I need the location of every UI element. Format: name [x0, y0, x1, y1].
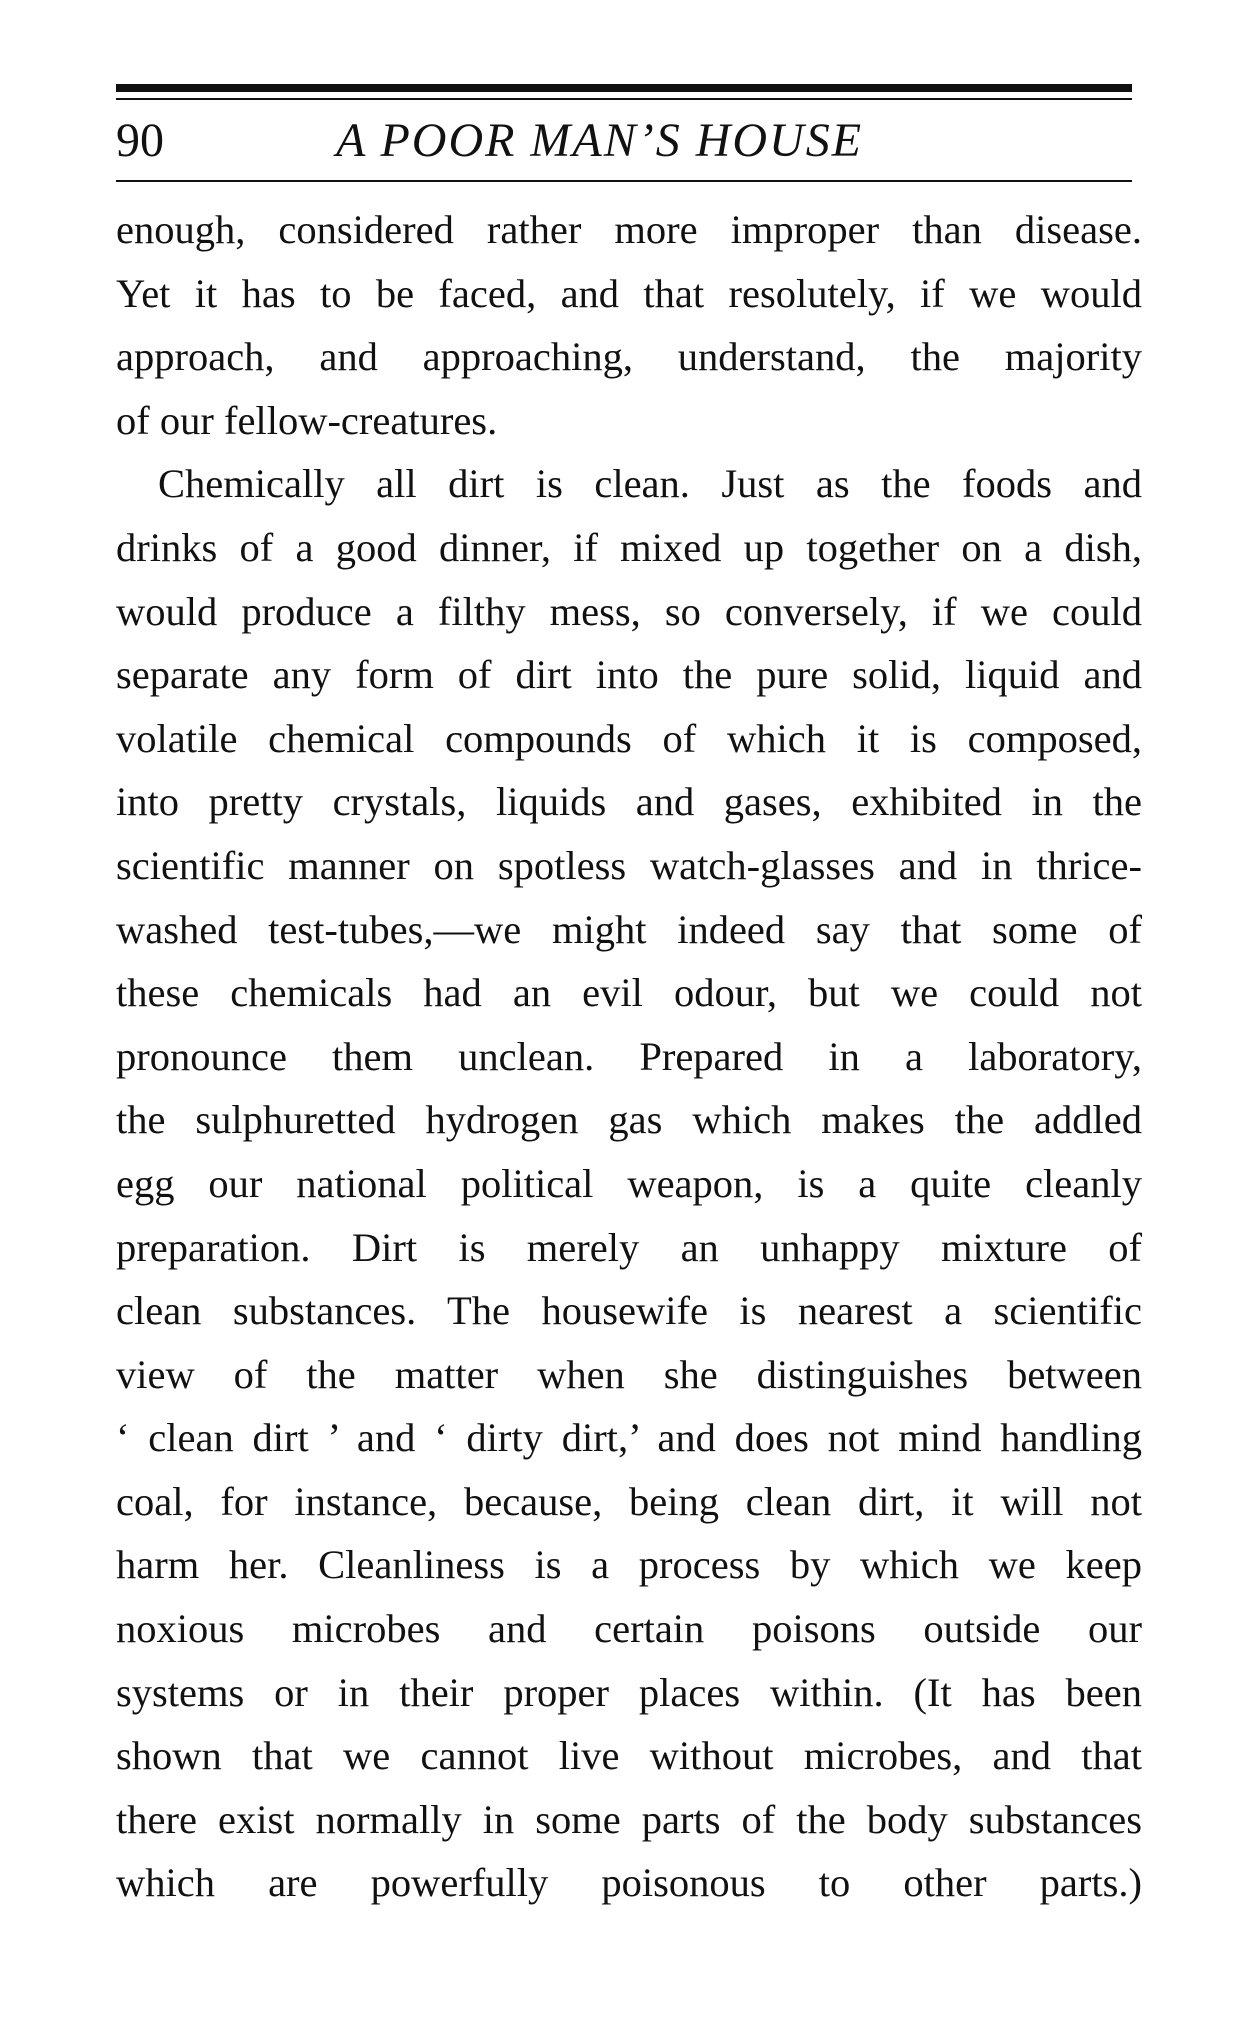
- text-line: enough, considered rather more improper than disease.: [116, 207, 1142, 252]
- text-line: preparation. Dirt is merely an unhappy mixture of: [116, 1224, 1142, 1270]
- text-line: clean substances. The housewife is nearest a scientific: [116, 1288, 1142, 1334]
- text-line: ‘ clean dirt ’ and ‘ dirty dirt,’ and does not mind handling: [116, 1415, 1142, 1461]
- text-line: which are powerfully poisonous to other parts.): [116, 1860, 1142, 1906]
- text-line: there exist normally in some parts of the body substances: [116, 1796, 1142, 1842]
- page-number: 90: [116, 114, 164, 167]
- text-line: the sulphuretted hydrogen gas which makes the addled: [116, 1097, 1142, 1143]
- text-line: drinks of a good dinner, if mixed up together on a dish,: [116, 524, 1142, 570]
- text-line: pronounce them unclean. Prepared in a laboratory,: [116, 1033, 1142, 1079]
- text-line: washed test-tubes,—we might indeed say that some of: [116, 906, 1142, 952]
- text-line: would produce a filthy mess, so conversely, if we could: [116, 588, 1142, 634]
- text-line: of our fellow-creatures.: [116, 397, 498, 443]
- text-line: separate any form of dirt into the pure solid, liquid and: [116, 652, 1142, 698]
- text-line: Yet it has to be faced, and that resolutely, if we would: [116, 270, 1142, 316]
- text-line: view of the matter when she distinguishes between: [116, 1351, 1142, 1397]
- header-rule-bottom: [116, 180, 1132, 182]
- text-line: volatile chemical compounds of which it is composed,: [116, 715, 1142, 761]
- text-line: coal, for instance, because, being clean dirt, it will not: [116, 1478, 1142, 1524]
- text-line: noxious microbes and certain poisons outside our: [116, 1606, 1142, 1652]
- header-rule-thick: [116, 84, 1132, 92]
- text-line: egg our national political weapon, is a quite cleanly: [116, 1160, 1142, 1206]
- text-line: scientific manner on spotless watch-glasses and in thrice-: [116, 842, 1142, 888]
- text-line: harm her. Cleanliness is a process by which we keep: [116, 1542, 1142, 1588]
- header-rule-thin: [116, 98, 1132, 100]
- text-line: these chemicals had an evil odour, but we could not: [116, 970, 1142, 1016]
- running-title: A POOR MAN’S HOUSE: [336, 114, 864, 167]
- text-line: Chemically all dirt is clean. Just as the foods and: [158, 461, 1142, 507]
- text-line: approach, and approaching, understand, the majority: [116, 334, 1142, 380]
- body-text: [116, 198, 1142, 1915]
- text-line: systems or in their proper places within. (It has been: [116, 1669, 1142, 1715]
- text-line: into pretty crystals, liquids and gases, exhibited in the: [116, 779, 1142, 825]
- page-header: [116, 110, 1132, 172]
- text-line: shown that we cannot live without microbes, and that: [116, 1733, 1142, 1779]
